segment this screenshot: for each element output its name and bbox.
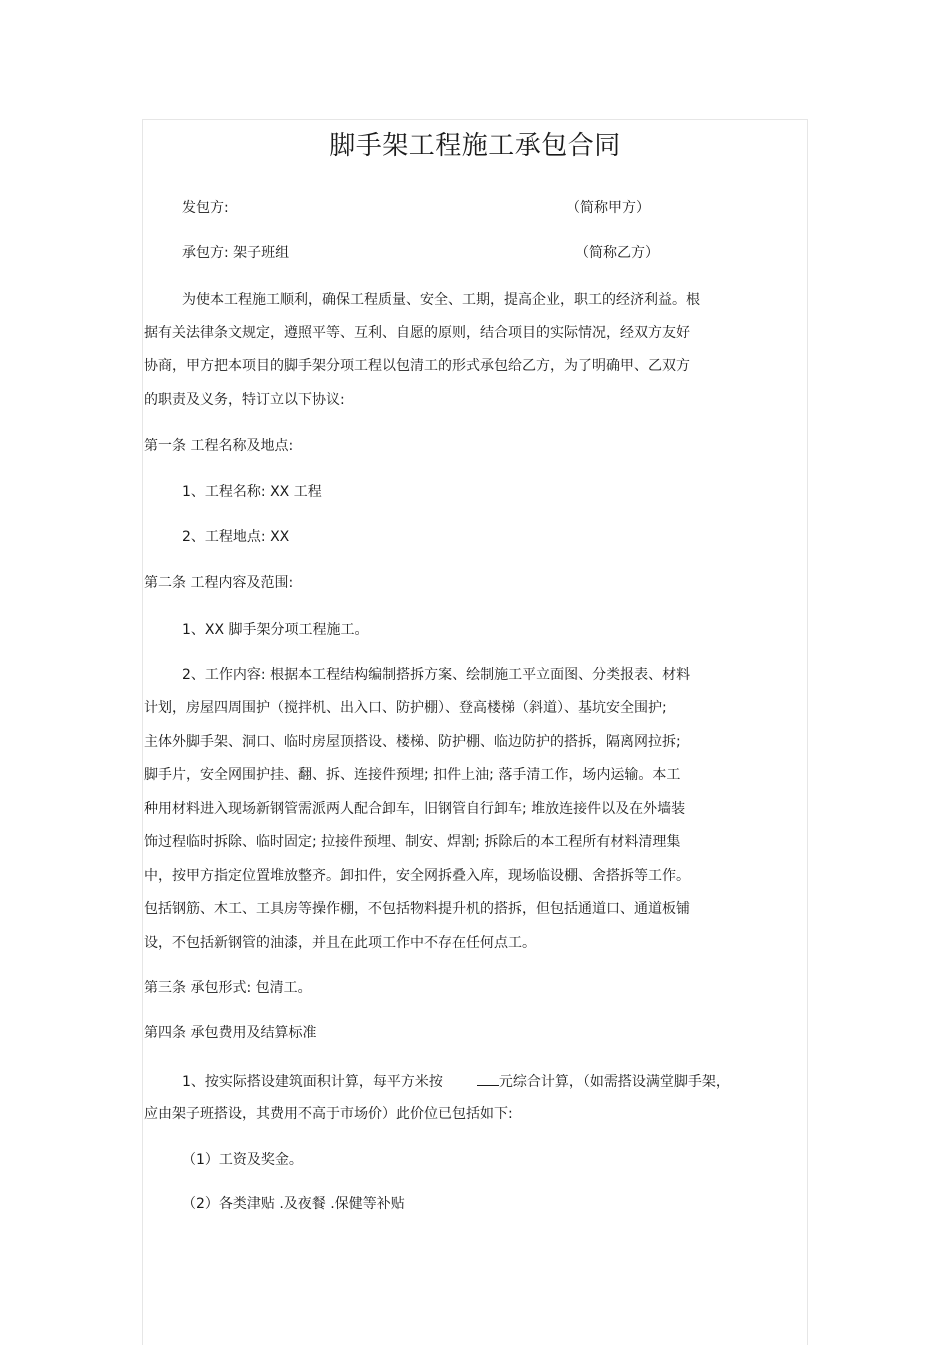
article-4-heading: 第四条 承包费用及结算标准 <box>144 1025 317 1041</box>
article-1-item-1: 1、工程名称: XX 工程 <box>182 484 322 500</box>
party-b-abbreviation: （简称乙方） <box>575 245 659 261</box>
intro-line: 的职责及义务，特订立以下协议: <box>144 392 345 408</box>
article-2-item-2-line: 脚手片，安全网围护挂、翻、拆、连接件预埋; 扣件上油; 落手清工作，场内运输。本工 <box>144 767 681 783</box>
article-2-item-2-line: 种用材料进入现场新钢管需派两人配合卸车，旧钢管自行卸车; 堆放连接件以及在外墙装 <box>144 801 686 817</box>
article-3-heading: 第三条 承包形式: 包清工。 <box>144 980 312 996</box>
article-4-item-1-text: 1、按实际搭设建筑面积计算，每平方米按 <box>182 1074 443 1090</box>
article-2-item-2-line: 设，不包括新钢管的油漆，并且在此项工作中不存在任何点工。 <box>144 935 536 951</box>
intro-line: 协商，甲方把本项目的脚手架分项工程以包清工的形式承包给乙方，为了明确甲、乙双方 <box>144 358 690 374</box>
party-a-abbreviation: （简称甲方） <box>566 200 650 216</box>
article-2-item-2-line: 中，按甲方指定位置堆放整齐。卸扣件，安全网拆叠入库，现场临设棚、舍搭拆等工作。 <box>144 868 690 884</box>
intro-line: 据有关法律条文规定，遵照平等、互利、自愿的原则，结合项目的实际情况，经双方友好 <box>144 325 690 341</box>
article-4-sub-item-2: （2）各类津贴 .及夜餐 .保健等补贴 <box>182 1196 405 1212</box>
article-2-item-2-line: 饰过程临时拆除、临时固定; 拉接件预埋、制安、焊割; 拆除后的本工程所有材料清理集 <box>144 834 681 850</box>
article-4-item-1-text: 元综合计算，（如需搭设满堂脚手架， <box>498 1074 730 1090</box>
article-1-item-2: 2、工程地点: XX <box>182 529 290 545</box>
article-4-sub-item-1: （1）工资及奖金。 <box>182 1152 303 1168</box>
article-2-item-2-line: 主体外脚手架、洞口、临时房屋顶搭设、楼梯、防护棚、临边防护的搭拆，隔离网拉拆; <box>144 734 681 750</box>
article-2-item-1: 1、XX 脚手架分项工程施工。 <box>182 622 369 638</box>
party-b-label: 承包方: 架子班组 <box>182 245 290 261</box>
article-2-heading: 第二条 工程内容及范围: <box>144 575 294 591</box>
intro-line: 为使本工程施工顺利，确保工程质量、安全、工期，提高企业，职工的经济利益。根 <box>182 292 700 308</box>
document-title: 脚手架工程施工承包合同 <box>329 131 621 161</box>
article-1-heading: 第一条 工程名称及地点: <box>144 438 294 454</box>
article-4-item-1-line-2: 应由架子班搭设，其费用不高于市场价）此价位已包括如下: <box>144 1106 513 1122</box>
article-2-item-2-line: 计划，房屋四周围护（搅拌机、出入口、防护棚）、登高楼梯（斜道）、基坑安全围护; <box>144 700 667 716</box>
party-a-label: 发包方: <box>182 200 229 216</box>
article-2-item-2-line: 2、工作内容: 根据本工程结构编制搭拆方案、绘制施工平立面图、分类报表、材料 <box>182 667 691 683</box>
article-4-item-1-line <box>182 1071 730 1092</box>
article-2-item-2-line: 包括钢筋、木工、工具房等操作棚，不包括物料提升机的搭拆，但包括通道口、通道板铺 <box>144 901 690 917</box>
price-blank <box>477 1071 499 1086</box>
